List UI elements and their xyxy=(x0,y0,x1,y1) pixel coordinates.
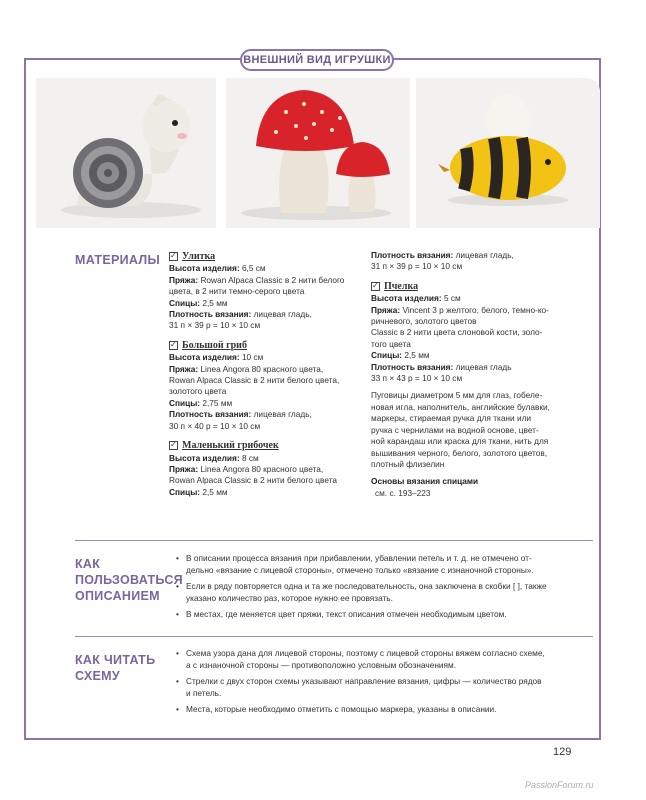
divider xyxy=(75,636,593,637)
bee-heading: ✓ Пчелка xyxy=(371,281,586,292)
mushrooms-toy-photo xyxy=(226,78,410,228)
checkbox-icon xyxy=(371,282,380,291)
small-mushroom-heading: ✓ Маленький грибочек xyxy=(169,440,369,451)
list-item: • В местах, где меняется цвет пряжи, текст описания отмечен необходимым цветом. xyxy=(176,609,582,621)
page-number: 129 xyxy=(553,746,572,758)
snail-icon xyxy=(36,78,216,228)
bee-toy-photo xyxy=(416,78,600,228)
big-mushroom-heading: ✓ Большой гриб xyxy=(169,340,369,351)
materials-title: МАТЕРИАЛЫ xyxy=(75,253,160,267)
bee-icon xyxy=(416,78,600,228)
list-item: • В описании процесса вязания при прибавлении, убавлении петель и т. д. не отмечено от- дельно «вязание с лицевой стороны», отмечено только «вязание с изнаночной стороны». xyxy=(176,553,582,576)
how-to-use-title: КАК ПОЛЬЗОВАТЬСЯ ОПИСАНИЕМ xyxy=(75,557,183,603)
materials-left-column: ✓ Улитка Высота изделия: 6,5 см Пряжа: Rowan Alpaca Classic в 2 нити белого цвета, в 2 нити темно-серого цвета Спицы: 2,5 мм Плотность вязания: лицевая гладь, 31 п × 39 р = 10 × 10 см ✓ Большой гриб Высота изделия: 10 см Пряжа: Linea Angora 80 красного цвета, Rowan Alpaca Classic в 2 нити белого цвета, золотого цвета Спицы: 2,75 мм Плотность вязания: лицевая гладь, 30 п × 40 р = 10 × 10 см ✓ Маленький грибочек Высота изделия: 8 см Пряжа: Linea Angora 80 красного цвета, Rowan Alpaca Classic в 2 нити белого цвета Спицы: 2,5 мм xyxy=(169,249,369,498)
photo-band xyxy=(0,78,646,231)
materials-right-column: Плотность вязания: лицевая гладь, 31 п × 39 р = 10 × 10 см ✓ Пчелка Высота изделия: 5 см Пряжа: Vincent 3 р желтого, белого, темно-ко- ричневого, золотого цветов Classic в 2 нити цвета слоновой кости, золо- того цвета Спицы: 2,5 мм Плотность вязания: лицевая гладь 33 п × 43 р = 10 × 10 см Пуговицы диаметром 5 мм для глаз, гобеле- новая игла, наполнитель, английские булавки, маркеры, стираемая ручка для ткани или ручка с чернилами на водной основе, цвет- ной карандаш или краска для ткани, нить для вышивания черного, белого, золотого цветов, плотный флизелин Основы вязания спицами см. с. 193–223 xyxy=(371,250,586,499)
divider xyxy=(75,540,593,541)
how-to-read-bullets xyxy=(176,648,582,721)
list-item: • Если в ряду повторяется одна и та же последовательность, она заключена в скобки [ ], также указано количество раз, которое нужно ее провязать. xyxy=(176,581,582,604)
list-item: • Схема узора дана для лицевой стороны, поэтому с лицевой стороны вяжем согласно схеме, а с изнаночной стороны — противоположно условным обозначениям. xyxy=(176,648,582,671)
checkbox-icon xyxy=(169,341,178,350)
checkbox-icon xyxy=(169,252,178,261)
checkbox-icon xyxy=(169,441,178,450)
snail-heading: ✓ Улитка xyxy=(169,251,369,262)
how-to-read-title: КАК ЧИТАТЬ СХЕМУ xyxy=(75,653,156,683)
list-item: • Места, которые необходимо отметить с помощью маркера, указаны в описании. xyxy=(176,704,582,716)
snail-toy-photo xyxy=(36,78,216,228)
mushroom-icon xyxy=(226,78,410,228)
watermark: PassionForum.ru xyxy=(525,780,594,790)
how-to-use-bullets xyxy=(176,553,582,626)
list-item: • Стрелки с двух сторон схемы указывают направление вязания, цифры — количество рядов и петель. xyxy=(176,676,582,699)
section-header: ВНЕШНИЙ ВИД ИГРУШКИ xyxy=(240,49,394,71)
